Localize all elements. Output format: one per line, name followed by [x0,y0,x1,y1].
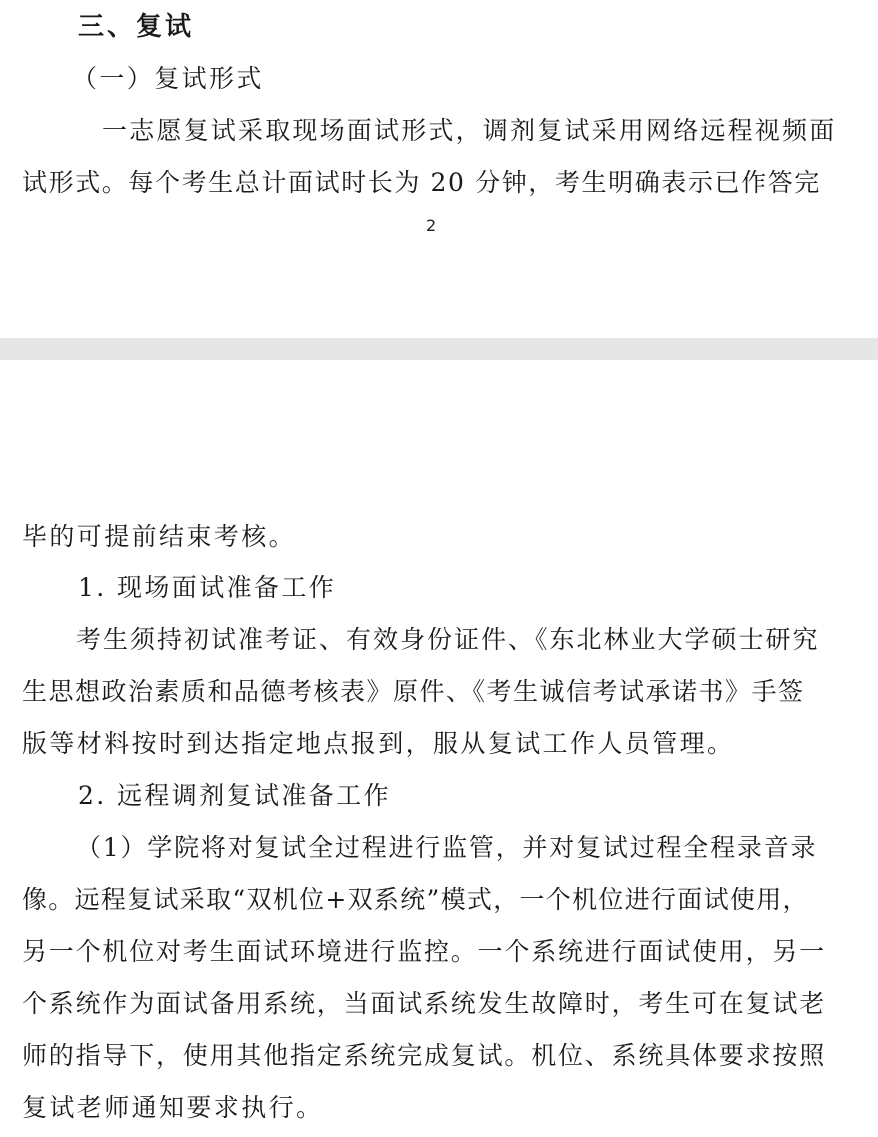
paragraph-line: （1）学院将对复试全过程进行监管，并对复试过程全程录音录 [76,833,818,862]
section-heading: 三、复试 [78,12,195,42]
page-number: 2 [426,216,437,235]
paragraph-line: 另一个机位对考生面试环境进行监控。一个系统进行面试使用，另一 [22,937,827,966]
paragraph-line: 毕的可提前结束考核。 [22,522,297,551]
document-page-2 [0,360,878,1137]
paragraph-line: 版等材料按时到达指定地点报到，服从复试工作人员管理。 [22,729,735,758]
paragraph-line: 一志愿复试采取现场面试形式，调剂复试采用网络远程视频面 [102,116,837,145]
item-heading-2: 2. 远程调剂复试准备工作 [78,781,392,810]
paragraph-line: 复试老师通知要求执行。 [22,1093,324,1122]
paragraph-line: 师的指导下，使用其他指定系统完成复试。机位、系统具体要求按照 [22,1041,827,1070]
item-heading-1: 1. 现场面试准备工作 [78,573,337,602]
paragraph-line: 生思想政治素质和品德考核表》原件、《考生诚信考试承诺书》手签 [22,677,805,706]
page-separator [0,338,878,360]
paragraph-line: 考生须持初试准考证、有效身份证件、《东北林业大学硕士研究 [76,625,820,654]
document-page-1 [0,0,878,338]
paragraph-line: 个系统作为面试备用系统，当面试系统发生故障时，考生可在复试老 [22,989,827,1018]
paragraph-line: 试形式。每个考生总计面试时长为 20 分钟，考生明确表示已作答完 [22,168,821,197]
paragraph-line: 像。远程复试采取“双机位+双系统”模式，一个机位进行面试使用， [22,885,809,914]
subsection-heading: （一）复试形式 [72,64,264,93]
